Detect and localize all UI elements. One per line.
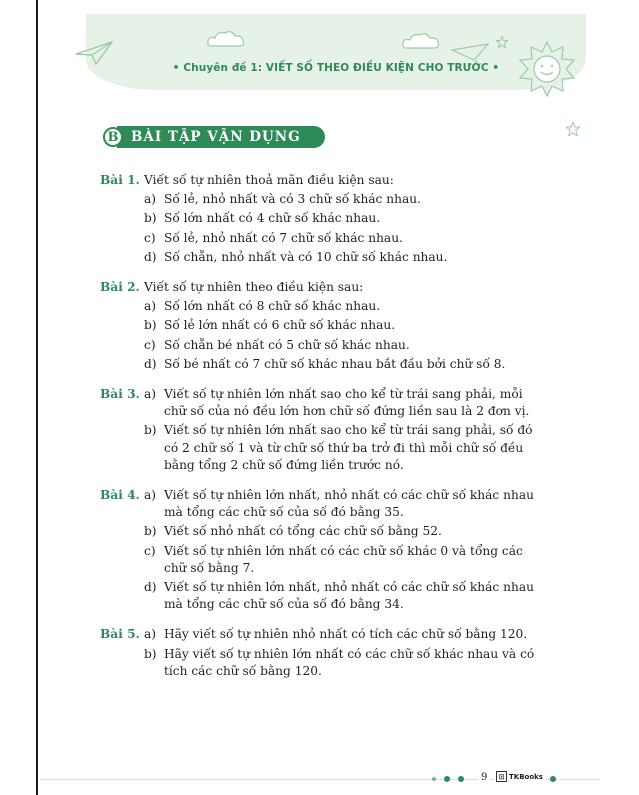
footer-dot-icon: [550, 776, 556, 782]
problem-label: Bài 5.: [100, 627, 140, 642]
problem-label: Bài 3.: [100, 387, 140, 402]
sub-question: c) Số chẵn bé nhất có 5 chữ số khác nhau.: [144, 337, 410, 352]
sub-question: d) Viết số tự nhiên lớn nhất, nhỏ nhất có các chữ số khác nhau mà tổng các chữ số của số đó bằng 34.: [144, 580, 534, 612]
cloud-icon: [205, 28, 249, 50]
footer-dot-icon: [458, 776, 464, 782]
sub-question: a) Viết số tự nhiên lớn nhất, nhỏ nhất có các chữ số khác nhau mà tổng các chữ số của số đó bằng 35.: [144, 488, 534, 520]
page-number: 9: [478, 772, 490, 783]
problem-5: [100, 626, 548, 682]
problem-intro: Viết số tự nhiên theo điều kiện sau:: [144, 280, 364, 295]
page-footer: [40, 772, 599, 786]
sub-question: b) Số lẻ lớn nhất có 6 chữ số khác nhau.: [144, 318, 396, 333]
chapter-header-band: [86, 14, 586, 90]
footer-dot-icon: [444, 776, 450, 782]
section-letter-badge: B: [103, 127, 123, 147]
sub-question: c) Viết số tự nhiên lớn nhất có các chữ số khác 0 và tổng các chữ số bằng 7.: [144, 543, 523, 575]
sub-question: a) Hãy viết số tự nhiên nhỏ nhất có tích các chữ số bằng 120.: [144, 627, 528, 642]
problem-label: Bài 1.: [100, 173, 140, 187]
problem-4: [100, 487, 548, 615]
star-icon: [566, 122, 580, 136]
publisher-logo: ⊡ TKBooks: [494, 771, 545, 782]
sub-question: d) Số bé nhất có 7 chữ số khác nhau bắt đầu bởi chữ số 8.: [144, 356, 506, 371]
chapter-topic: • Chuyên đề 1: VIẾT SỐ THEO ĐIỀU KIỆN CHO TRƯỚC •: [172, 62, 500, 74]
sub-question: b) Viết số tự nhiên lớn nhất sao cho kể từ trái sang phải, số đó có 2 chữ số 1 và từ chữ số thứ ba trở đi thì mỗi chữ số đều bằng tổng 2 chữ số đứng liền trước nó.: [144, 423, 533, 472]
paper-plane-icon: [74, 40, 114, 66]
problem-1: [100, 172, 548, 268]
problem-label: Bài 2.: [100, 280, 140, 295]
footer-dot-icon: [432, 777, 436, 781]
paper-plane-icon: [450, 38, 490, 62]
book-icon: ⊡: [496, 771, 507, 782]
sub-question: c) Số lẻ, nhỏ nhất có 7 chữ số khác nhau.: [144, 230, 403, 245]
problem-intro: Viết số tự nhiên thoả mãn điều kiện sau:: [144, 173, 394, 187]
sub-question: d) Số chẵn, nhỏ nhất và có 10 chữ số khác nhau.: [144, 249, 448, 264]
problem-2: [100, 279, 548, 375]
sub-question: b) Viết số nhỏ nhất có tổng các chữ số bằng 52.: [144, 524, 442, 539]
sun-icon: [518, 40, 576, 98]
sub-question: a) Số lớn nhất có 8 chữ số khác nhau.: [144, 299, 381, 314]
sub-question: b) Hãy viết số tự nhiên lớn nhất có các chữ số khác nhau và có tích các chữ số bằng 120.: [144, 646, 535, 678]
problem-3: [100, 386, 548, 476]
star-icon: [496, 36, 508, 48]
problem-label: Bài 4.: [100, 488, 140, 503]
page-margin-rule: [36, 0, 38, 795]
sub-question: b) Số lớn nhất có 4 chữ số khác nhau.: [144, 211, 381, 226]
exercise-list: [100, 172, 548, 693]
section-heading: [103, 126, 325, 148]
section-title: BÀI TẬP VẬN DỤNG: [117, 126, 325, 148]
sub-question: a) Viết số tự nhiên lớn nhất sao cho kể từ trái sang phải, mỗi chữ số của nó đều lớn hơn chữ số đứng liền sau là 2 đơn vị.: [144, 387, 530, 419]
sub-question: a) Số lẻ, nhỏ nhất và có 3 chữ số khác nhau.: [144, 192, 421, 207]
cloud-icon: [400, 30, 444, 52]
